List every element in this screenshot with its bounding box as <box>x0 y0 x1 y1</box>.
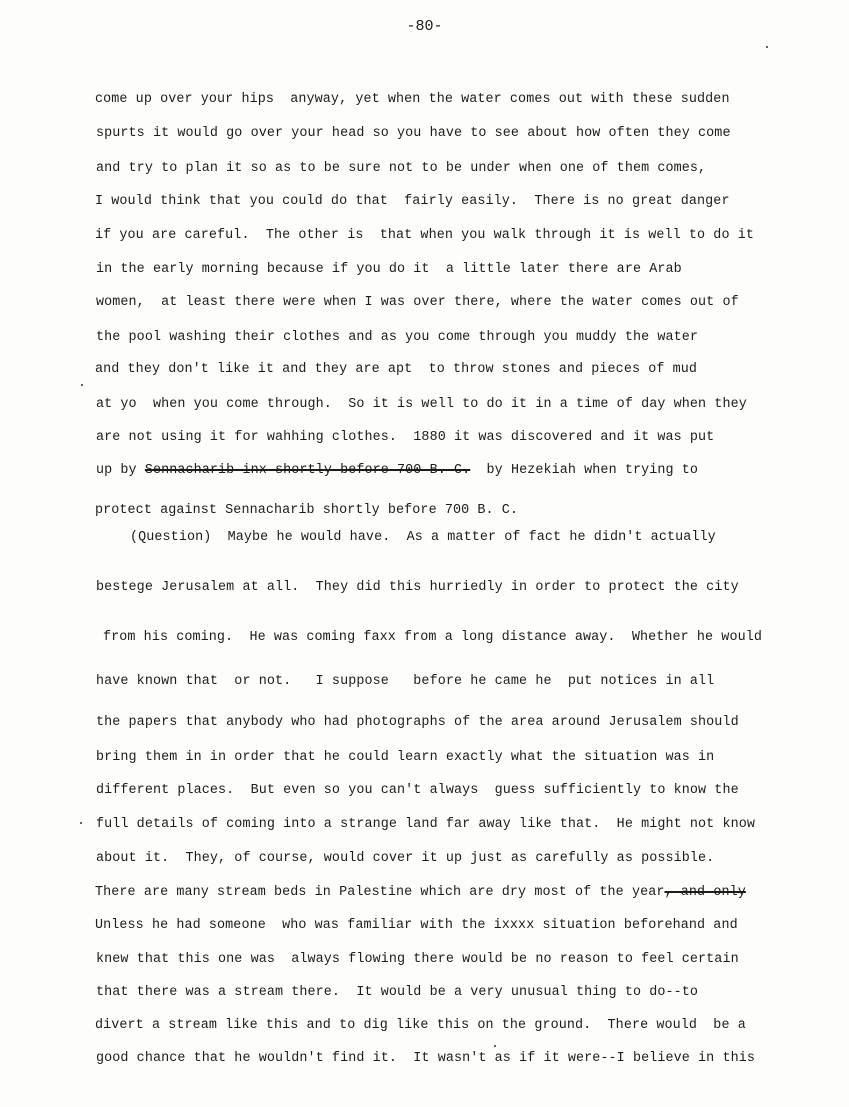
text-line-1: come up over your hips anyway, yet when the water comes out with these sudden <box>95 92 730 107</box>
text-line-25: knew that this one was always flowing there would be no reason to feel certain <box>96 952 739 967</box>
text-line-12 <box>96 463 698 478</box>
text-line-5: if you are careful. The other is that when you walk through it is well to do it <box>95 228 754 243</box>
text-line-12-start: up by <box>96 463 145 478</box>
struck-out-text: Sennacharib inx shortly before 700 B. C. <box>144 463 471 478</box>
text-line-17: have known that or not. I suppose before he came he put notices in all <box>96 674 715 689</box>
text-line-15: bestege Jerusalem at all. They did this hurriedly in order to protect the city <box>96 580 739 595</box>
text-line-7: women, at least there were when I was over there, where the water comes out of <box>96 295 739 310</box>
text-line-10: at yo when you come through. So it is well to do it in a time of day when they <box>96 397 747 412</box>
page-number: -80- <box>406 18 443 35</box>
struck-out-text: , and only <box>664 885 746 900</box>
text-line-22: about it. They, of course, would cover it up just as carefully as possible. <box>96 851 715 866</box>
text-line-18: the papers that anybody who had photographs of the area around Jerusalem should <box>96 715 739 730</box>
text-line-9: and they don't like it and they are apt to throw stones and pieces of mud <box>95 362 698 377</box>
text-line-12-end: by Hezekiah when trying to <box>470 463 699 478</box>
text-line-21: full details of coming into a strange land far away like that. He might not know <box>96 817 755 832</box>
scan-speck <box>80 822 82 824</box>
scan-speck <box>81 384 83 386</box>
text-line-27: divert a stream like this and to dig like this on the ground. There would be a <box>95 1018 746 1033</box>
text-line-2: spurts it would go over your head so you have to see about how often they come <box>96 126 731 141</box>
text-line-23 <box>95 885 746 900</box>
scan-speck <box>494 1045 496 1047</box>
text-line-8: the pool washing their clothes and as you come through you muddy the water <box>96 330 699 345</box>
text-line-3: and try to plan it so as to be sure not to be under when one of them comes, <box>96 161 707 176</box>
text-line-6: in the early morning because if you do it a little later there are Arab <box>96 262 682 277</box>
text-line-26: that there was a stream there. It would be a very unusual thing to do--to <box>96 985 699 1000</box>
text-line-20: different places. But even so you can't always guess sufficiently to know the <box>96 783 739 798</box>
text-line-16: from his coming. He was coming faxx from a long distance away. Whether he would <box>103 630 762 645</box>
text-line-4: I would think that you could do that fairly easily. There is no great danger <box>95 194 730 209</box>
text-line-23-start: There are many stream beds in Palestine which are dry most of the year <box>95 885 665 900</box>
scan-speck <box>766 46 768 48</box>
text-line-19: bring them in in order that he could learn exactly what the situation was in <box>96 750 715 765</box>
text-line-24: Unless he had someone who was familiar with the ixxxx situation beforehand and <box>95 918 738 933</box>
text-line-11: are not using it for wahhing clothes. 1880 it was discovered and it was put <box>96 430 715 445</box>
paragraph-start-line: (Question) Maybe he would have. As a matter of fact he didn't actually <box>130 530 716 545</box>
text-line-28: good chance that he wouldn't find it. It wasn't as if it were--I believe in this <box>96 1051 755 1066</box>
text-line-13: protect against Sennacharib shortly before 700 B. C. <box>95 503 519 518</box>
